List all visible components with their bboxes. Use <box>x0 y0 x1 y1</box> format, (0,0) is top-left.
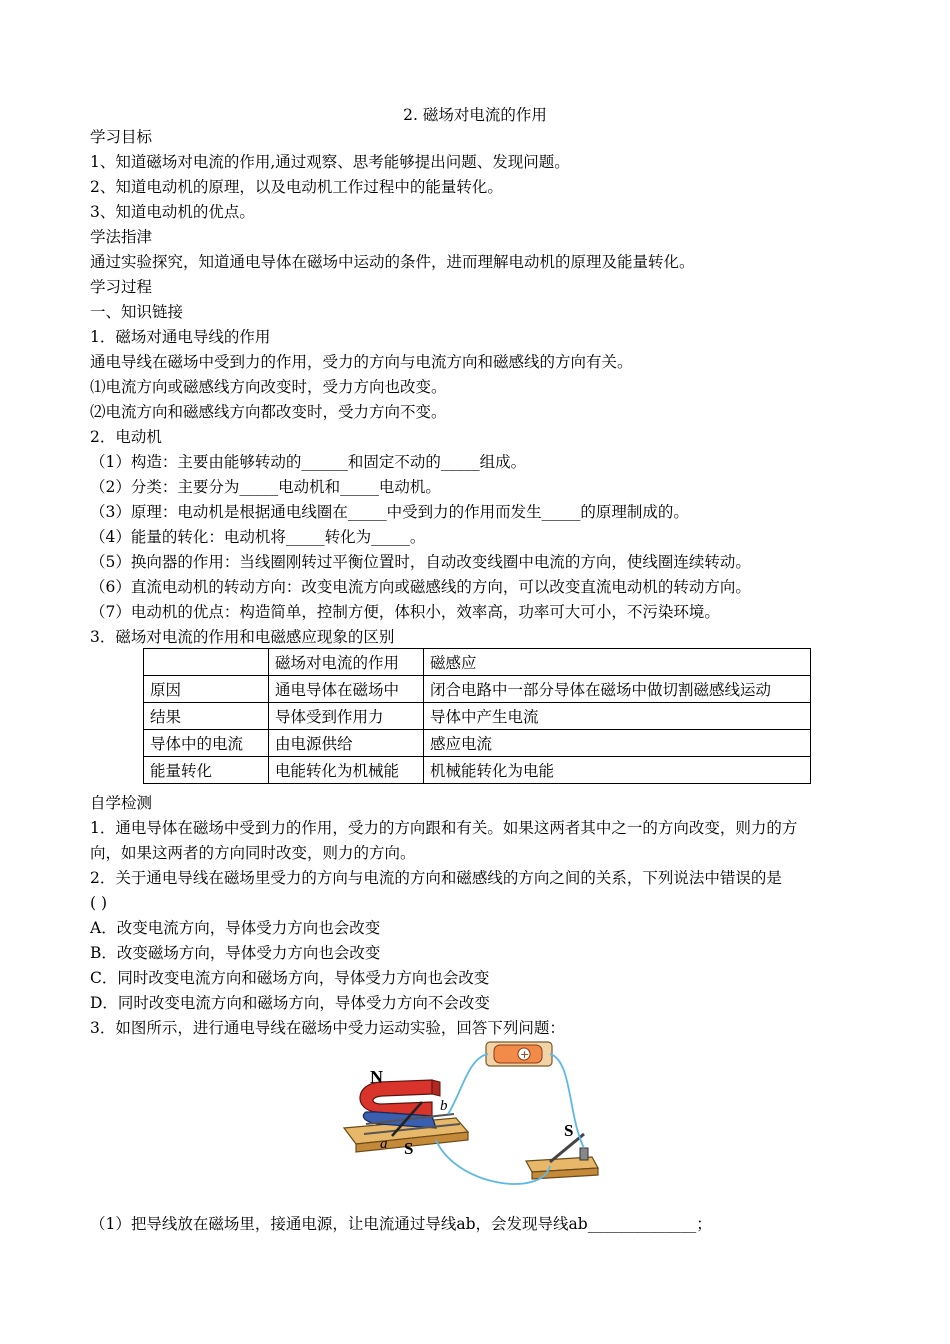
table-row <box>144 757 811 784</box>
table-cell: 由电源供给 <box>269 730 424 757</box>
table-row <box>144 676 811 703</box>
text-line: 3、知道电动机的优点。 <box>90 203 255 221</box>
option-d: D．同时改变电流方向和磁场方向，导体受力方向不会改变 <box>90 994 490 1012</box>
text-line: 2．电动机 <box>90 428 162 446</box>
table-cell: 磁感应 <box>424 649 811 676</box>
text-line: 2、知道电动机的原理，以及电动机工作过程中的能量转化。 <box>90 178 503 196</box>
text-line: 3．磁场对电流的作用和电磁感应现象的区别 <box>90 628 395 646</box>
text-line: 1．磁场对通电导线的作用 <box>90 328 271 346</box>
option-a: A．改变电流方向，导体受力方向也会改变 <box>90 919 381 937</box>
text-line: 3．如图所示，进行通电导线在磁场中受力运动实验，回答下列问题： <box>90 1019 565 1037</box>
switch-label: S <box>564 1121 574 1140</box>
table-cell: 通电导体在磁场中 <box>269 676 424 703</box>
section-heading: 自学检测 <box>90 794 153 812</box>
text-line: 通电导线在磁场中受到力的作用，受力的方向与电流方向和磁感线的方向有关。 <box>90 353 633 371</box>
wire-b-label: b <box>440 1098 448 1114</box>
table-cell: 导体中产生电流 <box>424 703 811 730</box>
text-line: （2）分类：主要分为_____电动机和_____电动机。 <box>90 478 441 496</box>
page-title: 2. 磁场对电流的作用 <box>403 106 547 124</box>
magnet-north-end <box>432 1080 440 1096</box>
text-line: （6）直流电动机的转动方向：改变电流方向或磁感线的方向，可以改变直流电动机的转动方向。 <box>90 578 751 596</box>
text-line: ⑴电流方向或磁感线方向改变时，受力方向也改变。 <box>90 378 447 396</box>
table-cell: 电能转化为机械能 <box>269 757 424 784</box>
switch-contact <box>580 1148 588 1160</box>
table-cell <box>144 649 269 676</box>
text-line: （3）原理：电动机是根据通电线圈在_____中受到力的作用而发生_____的原理制成的。 <box>90 503 689 521</box>
text-line: 1、知道磁场对电流的作用,通过观察、思考能够提出问题、发现问题。 <box>90 153 570 171</box>
table-cell: 原因 <box>144 676 269 703</box>
text-line: 一、知识链接 <box>90 303 184 321</box>
table-row <box>144 730 811 757</box>
table-cell: 闭合电路中一部分导体在磁场中做切割磁感线运动 <box>424 676 811 703</box>
text-line: 2．关于通电导线在磁场里受力的方向与电流的方向和磁感线的方向之间的关系，下列说法中错误的是 <box>90 869 782 887</box>
table-cell: 导体受到作用力 <box>269 703 424 730</box>
section-heading: 学法指津 <box>90 228 153 246</box>
text-line: 向，如果这两者的方向同时改变，则力的方向。 <box>90 844 416 862</box>
south-label: S <box>404 1139 414 1158</box>
table-row <box>144 703 811 730</box>
section-heading: 学习过程 <box>90 278 153 296</box>
text-line: 通过实验探究，知道通电导体在磁场中运动的条件，进而理解电动机的原理及能量转化。 <box>90 253 695 271</box>
table-cell: 导体中的电流 <box>144 730 269 757</box>
option-c: C．同时改变电流方向和磁场方向，导体受力方向也会改变 <box>90 969 490 987</box>
north-label: N <box>370 1067 383 1087</box>
option-b: B．改变磁场方向，导体受力方向也会改变 <box>90 944 381 962</box>
text-line: （4）能量的转化：电动机将_____转化为_____。 <box>90 528 426 546</box>
text-line: （7）电动机的优点：构造简单，控制方便，体积小，效率高，功率可大可小，不污染环境。 <box>90 603 720 621</box>
text-line: （1）把导线放在磁场里，接通电源，让电流通过导线ab，会发现导线ab______________； <box>90 1215 712 1233</box>
experiment-figure <box>336 1036 616 1201</box>
table-cell: 磁场对电流的作用 <box>269 649 424 676</box>
connecting-wire <box>448 1054 488 1114</box>
text-line: 1．通电导体在磁场中受到力的作用，受力的方向跟和有关。如果这两者其中之一的方向改变，则力的方 <box>90 819 798 837</box>
text-line: ( ) <box>90 894 108 912</box>
table-cell: 感应电流 <box>424 730 811 757</box>
text-line: （5）换向器的作用：当线圈刚转过平衡位置时，自动改变线圈中电流的方向，使线圈连续转动。 <box>90 553 751 571</box>
section-heading: 学习目标 <box>90 128 153 146</box>
table-cell: 结果 <box>144 703 269 730</box>
comparison-table <box>143 648 811 784</box>
table-cell: 能量转化 <box>144 757 269 784</box>
wire-a-label: a <box>380 1136 388 1152</box>
text-line: （1）构造：主要由能够转动的______和固定不动的_____组成。 <box>90 453 527 471</box>
text-line: ⑵电流方向和磁感线方向都改变时，受力方向不变。 <box>90 403 447 421</box>
battery-plus-label: + <box>520 1048 530 1061</box>
table-header-row <box>144 649 811 676</box>
table-cell: 机械能转化为电能 <box>424 757 811 784</box>
